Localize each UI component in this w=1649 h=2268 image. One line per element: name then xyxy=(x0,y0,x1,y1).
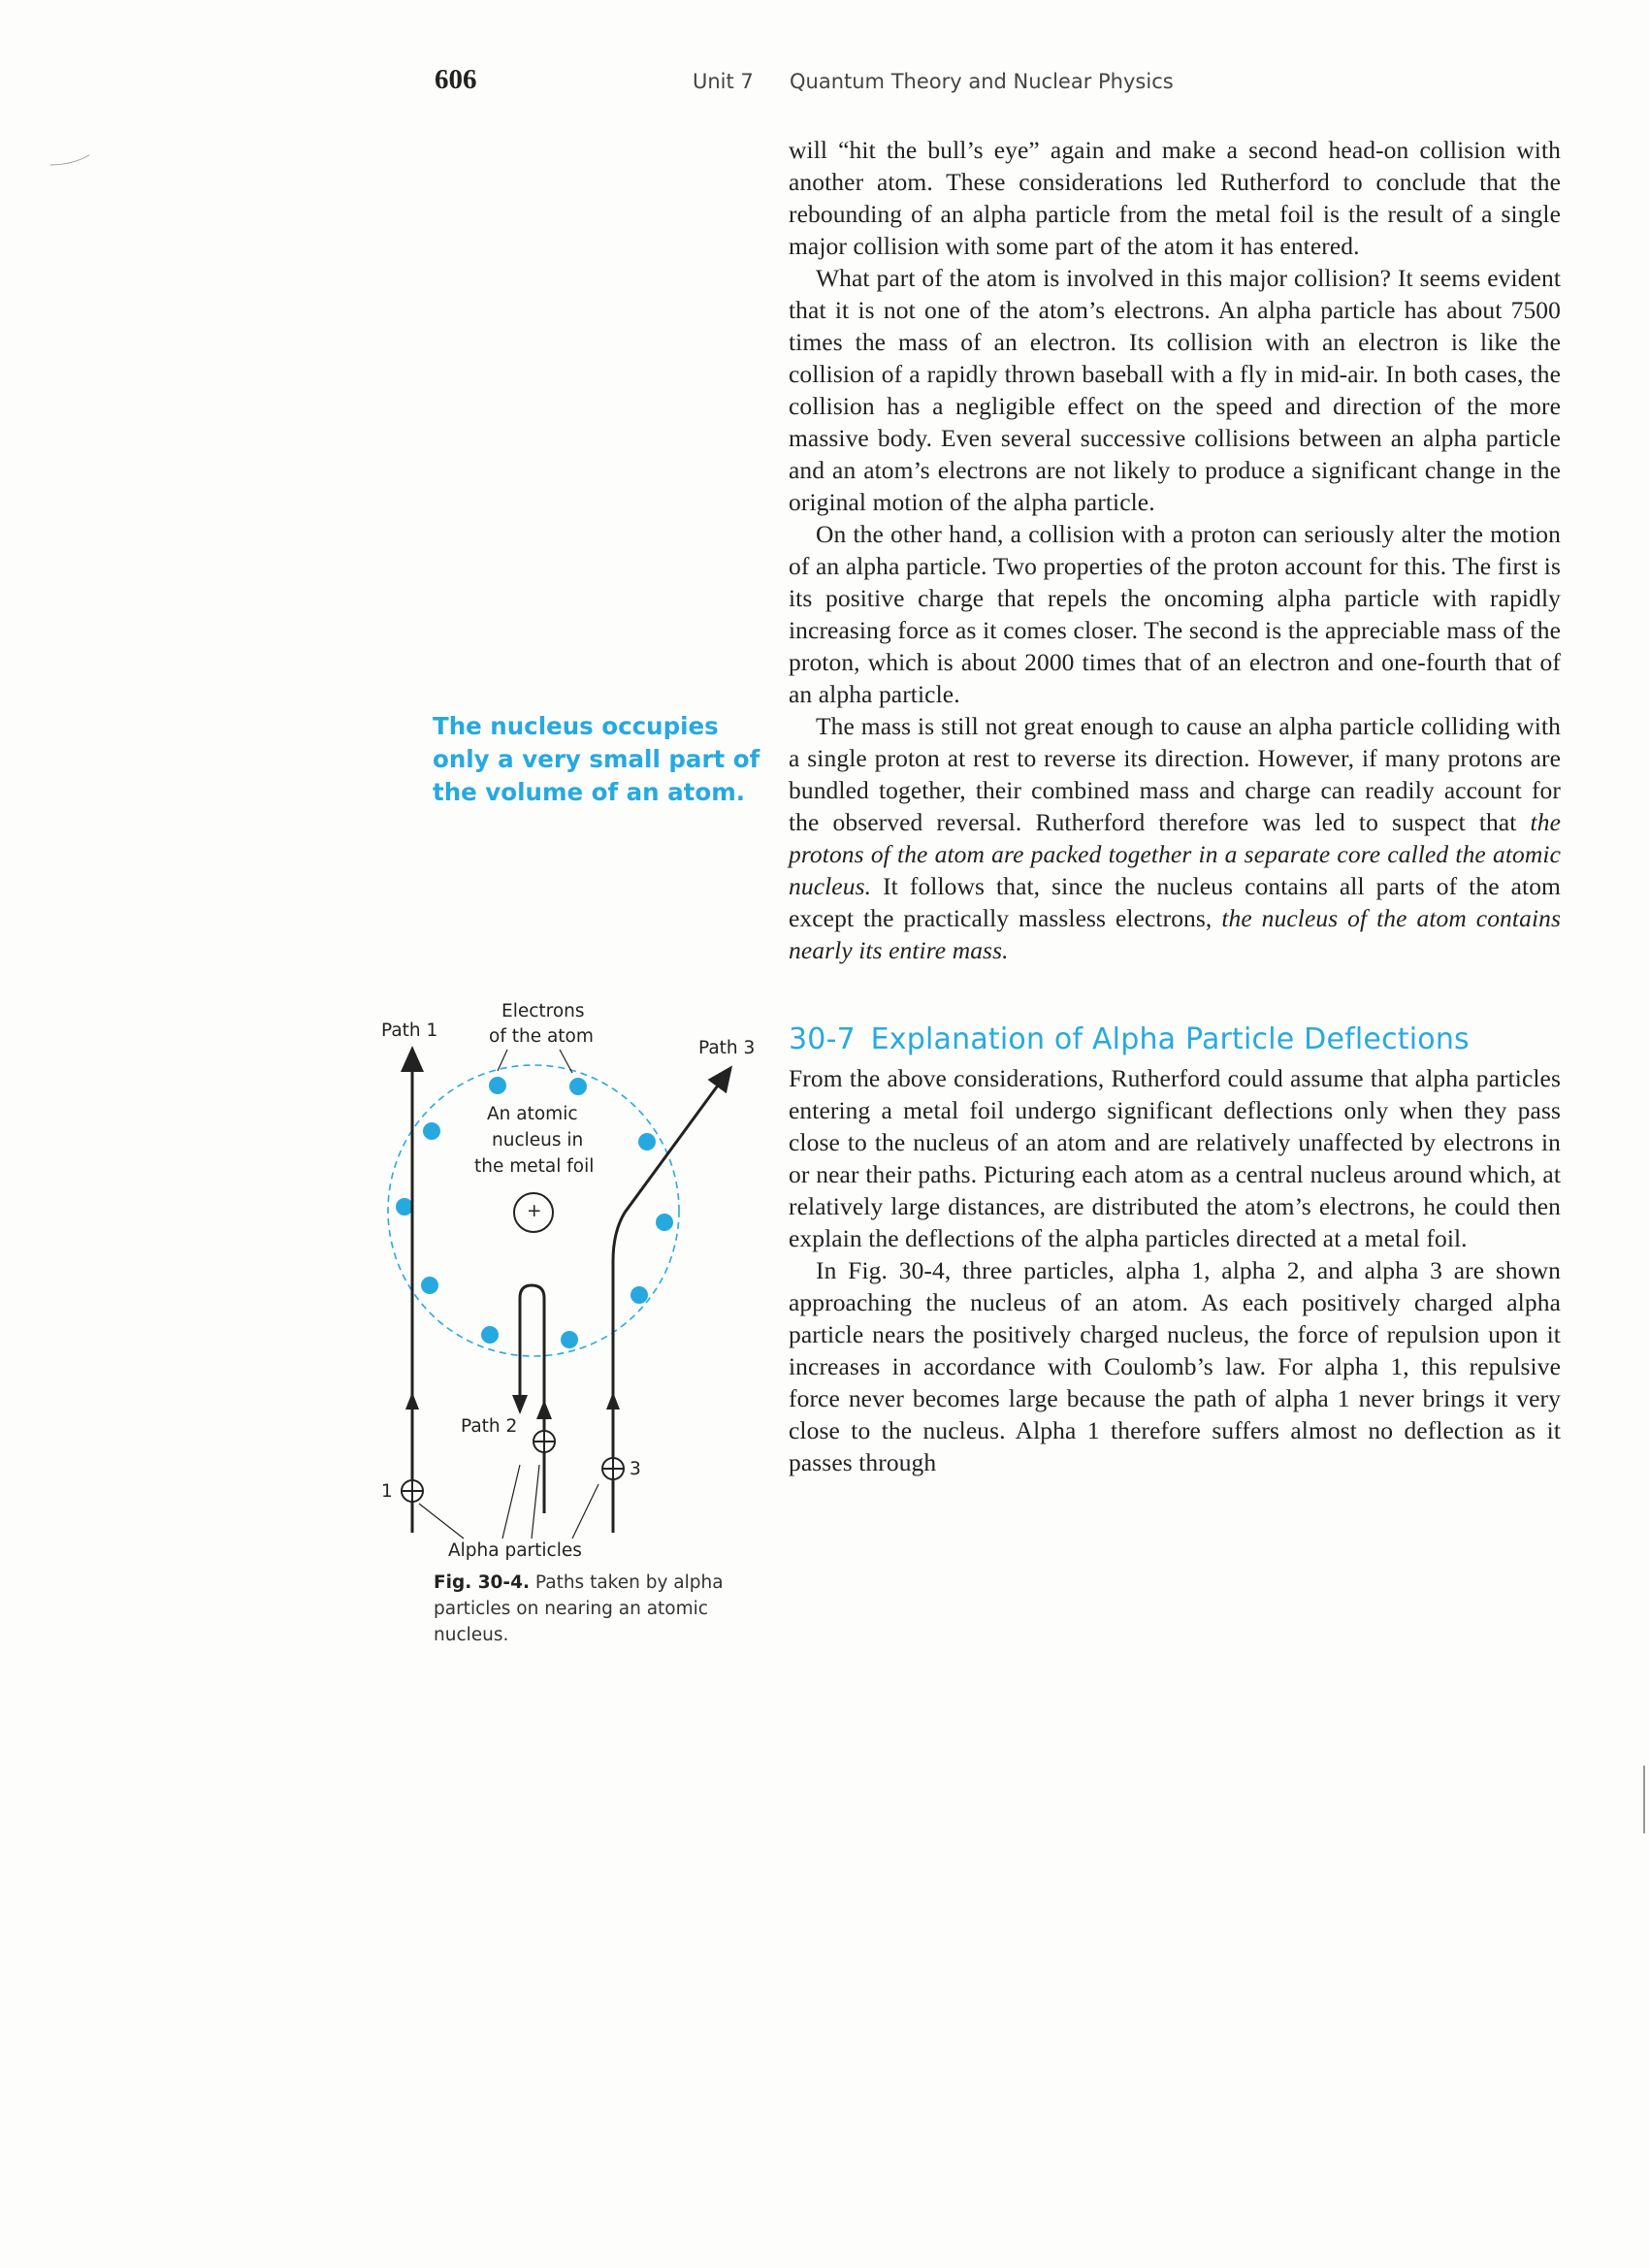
nucleus-plus-sign: + xyxy=(527,1201,542,1221)
body-column xyxy=(789,134,1561,1478)
alpha-particle-3-icon xyxy=(602,1458,624,1479)
margin-note: The nucleus occupies only a very small part of the volume of an atom. xyxy=(433,712,760,806)
figure-30-4 xyxy=(369,989,776,1591)
electron-dot xyxy=(569,1078,587,1095)
alpha-path-diagram xyxy=(369,989,776,1591)
paragraph-6: In Fig. 30-4, three particles, alpha 1, alpha 2, and alpha 3 are shown approaching the nucleus of an atom. As each positively charged alpha particle nears the positively charged nucleus, the force of repulsion upon it increases in accordance with Coulomb’s law. For alpha 1, this repulsive force never becomes large because the path of alpha 1 never brings it very close to the nucleus. Alpha 1 therefore suffers almost no deflection as it passes through xyxy=(789,1256,1561,1476)
alpha-leader xyxy=(572,1484,598,1539)
alpha-particle-1-icon xyxy=(402,1480,423,1502)
scan-edge-mark xyxy=(1643,1766,1645,1833)
electron-dot xyxy=(561,1331,578,1348)
label-path-1: Path 1 xyxy=(381,1021,438,1041)
electron-dot xyxy=(421,1277,438,1294)
label-path-3: Path 3 xyxy=(698,1038,756,1058)
label-electrons-line2: of the atom xyxy=(489,1026,594,1047)
paragraph-4-text-a: The mass is still not great enough to cause an alpha particle colliding with a single proton at rest to reverse its direction. However, if many protons are bundled together, their combined mass and charge can readily account for the observed reversal. Rutherford therefore was led to suspect that xyxy=(789,712,1561,836)
section-title: Explanation of Alpha Particle Deflections xyxy=(870,1022,1470,1056)
alpha-leader xyxy=(532,1465,539,1539)
figure-caption xyxy=(434,1570,754,1648)
paragraph-4-italic-a: the protons of the atom are packed together in a separate core called the atomic nucleus. xyxy=(789,808,1561,900)
section-number: 30-7 xyxy=(789,1022,856,1056)
page-number: 606 xyxy=(435,64,477,95)
paragraph-4-italic-b: the nucleus of the atom contains nearly its entire mass. xyxy=(789,904,1561,964)
label-nucleus-line1: An atomic xyxy=(487,1104,578,1124)
alpha-leader xyxy=(502,1465,520,1539)
path-2-arrow-up xyxy=(536,1400,552,1419)
unit-label: Unit 7 xyxy=(693,70,754,93)
label-nucleus-line2: nucleus in xyxy=(492,1130,584,1150)
label-nucleus-line3: the metal foil xyxy=(474,1156,595,1177)
running-header xyxy=(0,64,1649,103)
path-2-arrow-down xyxy=(512,1395,528,1414)
alpha-particle-2-icon xyxy=(534,1431,555,1452)
paragraph-3: On the other hand, a collision with a proton can seriously alter the motion of an alpha particle. Two properties of the proton account for this. The first is its positive charge that repels the oncoming alpha particle with rapidly increasing force as it comes closer. The second is the appreciable mass of the proton, which is about 2000 times that of an electron and one-fourth that of an alpha particle. xyxy=(789,520,1561,708)
unit-title: Quantum Theory and Nuclear Physics xyxy=(790,70,1174,93)
paragraph-5: From the above considerations, Rutherford could assume that alpha particles entering a metal foil undergo significant deflections only when they pass close to the nucleus of an atom and are relatively unaffected by electrons in or near their paths. Picturing each atom as a central nucleus around which, at relatively large distances, are distributed the atom’s electrons, he could then explain the deflections of the alpha particles directed at a metal foil. xyxy=(789,1064,1561,1252)
paragraph-4 xyxy=(789,710,1561,966)
electron-leader xyxy=(560,1050,572,1073)
label-path-2: Path 2 xyxy=(461,1416,518,1437)
alpha-leader xyxy=(419,1504,464,1539)
label-alpha-3: 3 xyxy=(630,1459,641,1479)
electron-dot xyxy=(423,1122,440,1140)
paragraph-1: will “hit the bull’s eye” again and make a second head-on collision with another atom. These considerations led Rutherford to conclude that the rebounding of an alpha particle from the metal foil is the result of a single major collision with some part of the atom it has entered. xyxy=(789,136,1561,260)
electron-dot xyxy=(638,1133,656,1150)
scan-mark xyxy=(48,153,91,169)
paragraph-4-text-b: It follows that, since the nucleus contains all parts of the atom except the practically massless electrons, xyxy=(789,872,1561,932)
electron-dot xyxy=(656,1214,673,1231)
label-alpha-1: 1 xyxy=(381,1481,393,1502)
figure-caption-text: Paths taken by alpha particles on nearing an atomic nucleus. xyxy=(434,1572,724,1645)
path-3-midarrow xyxy=(606,1392,620,1409)
label-electrons-line1: Electrons xyxy=(501,1001,585,1021)
electron-dot xyxy=(630,1286,648,1304)
electron-dot xyxy=(481,1326,499,1344)
path-1-midarrow xyxy=(405,1392,419,1409)
figure-number: Fig. 30-4. xyxy=(434,1572,531,1593)
section-heading xyxy=(789,1022,1561,1056)
paragraph-2: What part of the atom is involved in this major collision? It seems evident that it is not one of the atom’s electrons. An alpha particle has about 7500 times the mass of an electron. Its collision with an electron is like the collision of a rapidly thrown baseball with a fly in mid-air. In both cases, the collision has a negligible effect on the speed and direction of the more massive body. Even several successive collisions between an alpha particle and an atom’s electrons are not likely to produce a significant change in the original motion of the alpha particle. xyxy=(789,264,1561,516)
electron-dot xyxy=(489,1077,506,1094)
electron-dot xyxy=(396,1198,413,1215)
label-alpha-particles: Alpha particles xyxy=(448,1540,582,1561)
